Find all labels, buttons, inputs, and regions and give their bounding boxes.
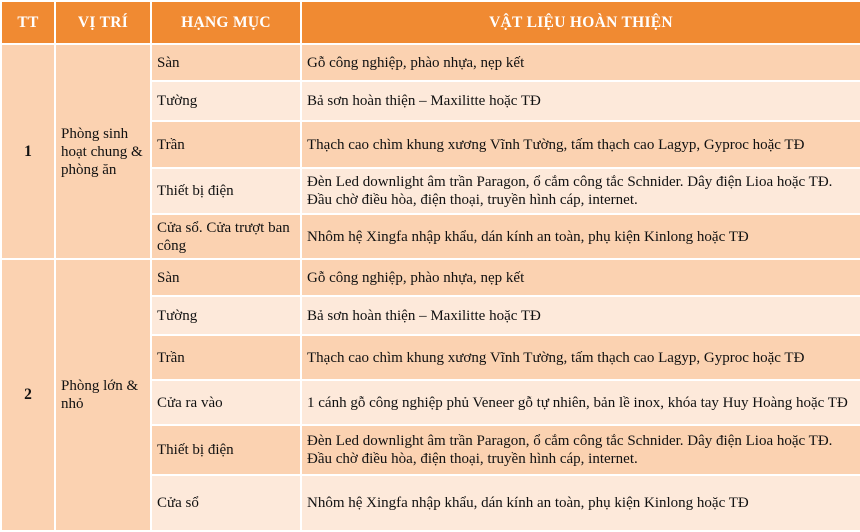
group-location: Phòng sinh hoạt chung & phòng ăn (55, 44, 151, 259)
material-cell: Gỗ công nghiệp, phào nhựa, nẹp kết (301, 44, 860, 81)
material-cell: Nhôm hệ Xingfa nhập khẩu, dán kính an toàn, phụ kiện Kinlong hoặc TĐ (301, 475, 860, 531)
group-number: 1 (1, 44, 55, 259)
material-cell: Thạch cao chìm khung xương Vĩnh Tường, tấm thạch cao Lagyp, Gyproc hoặc TĐ (301, 335, 860, 380)
item-cell: Sàn (151, 259, 301, 296)
group-location: Phòng lớn & nhỏ (55, 259, 151, 531)
item-cell: Cửa sổ. Cửa trượt ban công (151, 214, 301, 259)
header-location: VỊ TRÍ (55, 1, 151, 44)
item-cell: Thiết bị điện (151, 425, 301, 475)
header-tt: TT (1, 1, 55, 44)
item-cell: Sàn (151, 44, 301, 81)
item-cell: Cửa ra vào (151, 380, 301, 425)
table-row (1, 44, 860, 81)
item-cell: Trần (151, 121, 301, 168)
group-number: 2 (1, 259, 55, 531)
item-cell: Cửa sổ (151, 475, 301, 531)
table-row (1, 259, 860, 296)
item-cell: Trần (151, 335, 301, 380)
header-item: HẠNG MỤC (151, 1, 301, 44)
material-cell: Gỗ công nghiệp, phào nhựa, nẹp kết (301, 259, 860, 296)
material-cell: Nhôm hệ Xingfa nhập khẩu, dán kính an toàn, phụ kiện Kinlong hoặc TĐ (301, 214, 860, 259)
item-cell: Tường (151, 81, 301, 121)
material-cell: Đèn Led downlight âm trần Paragon, ổ cắm công tắc Schnider. Dây điện Lioa hoặc TĐ. Đầu chờ điều hòa, điện thoại, truyền hình cáp, internet. (301, 425, 860, 475)
material-cell: Bả sơn hoàn thiện – Maxilitte hoặc TĐ (301, 296, 860, 335)
header-material: VẬT LIỆU HOÀN THIỆN (301, 1, 860, 44)
item-cell: Thiết bị điện (151, 168, 301, 214)
material-cell: Đèn Led downlight âm trần Paragon, ổ cắm công tắc Schnider. Dây điện Lioa hoặc TĐ. Đầu chờ điều hòa, điện thoại, truyền hình cáp, internet. (301, 168, 860, 214)
header-row (1, 1, 860, 44)
item-cell: Tường (151, 296, 301, 335)
material-cell: 1 cánh gỗ công nghiệp phủ Veneer gỗ tự nhiên, bản lề inox, khóa tay Huy Hoàng hoặc TĐ (301, 380, 860, 425)
material-cell: Bả sơn hoàn thiện – Maxilitte hoặc TĐ (301, 81, 860, 121)
material-cell: Thạch cao chìm khung xương Vĩnh Tường, tấm thạch cao Lagyp, Gyproc hoặc TĐ (301, 121, 860, 168)
